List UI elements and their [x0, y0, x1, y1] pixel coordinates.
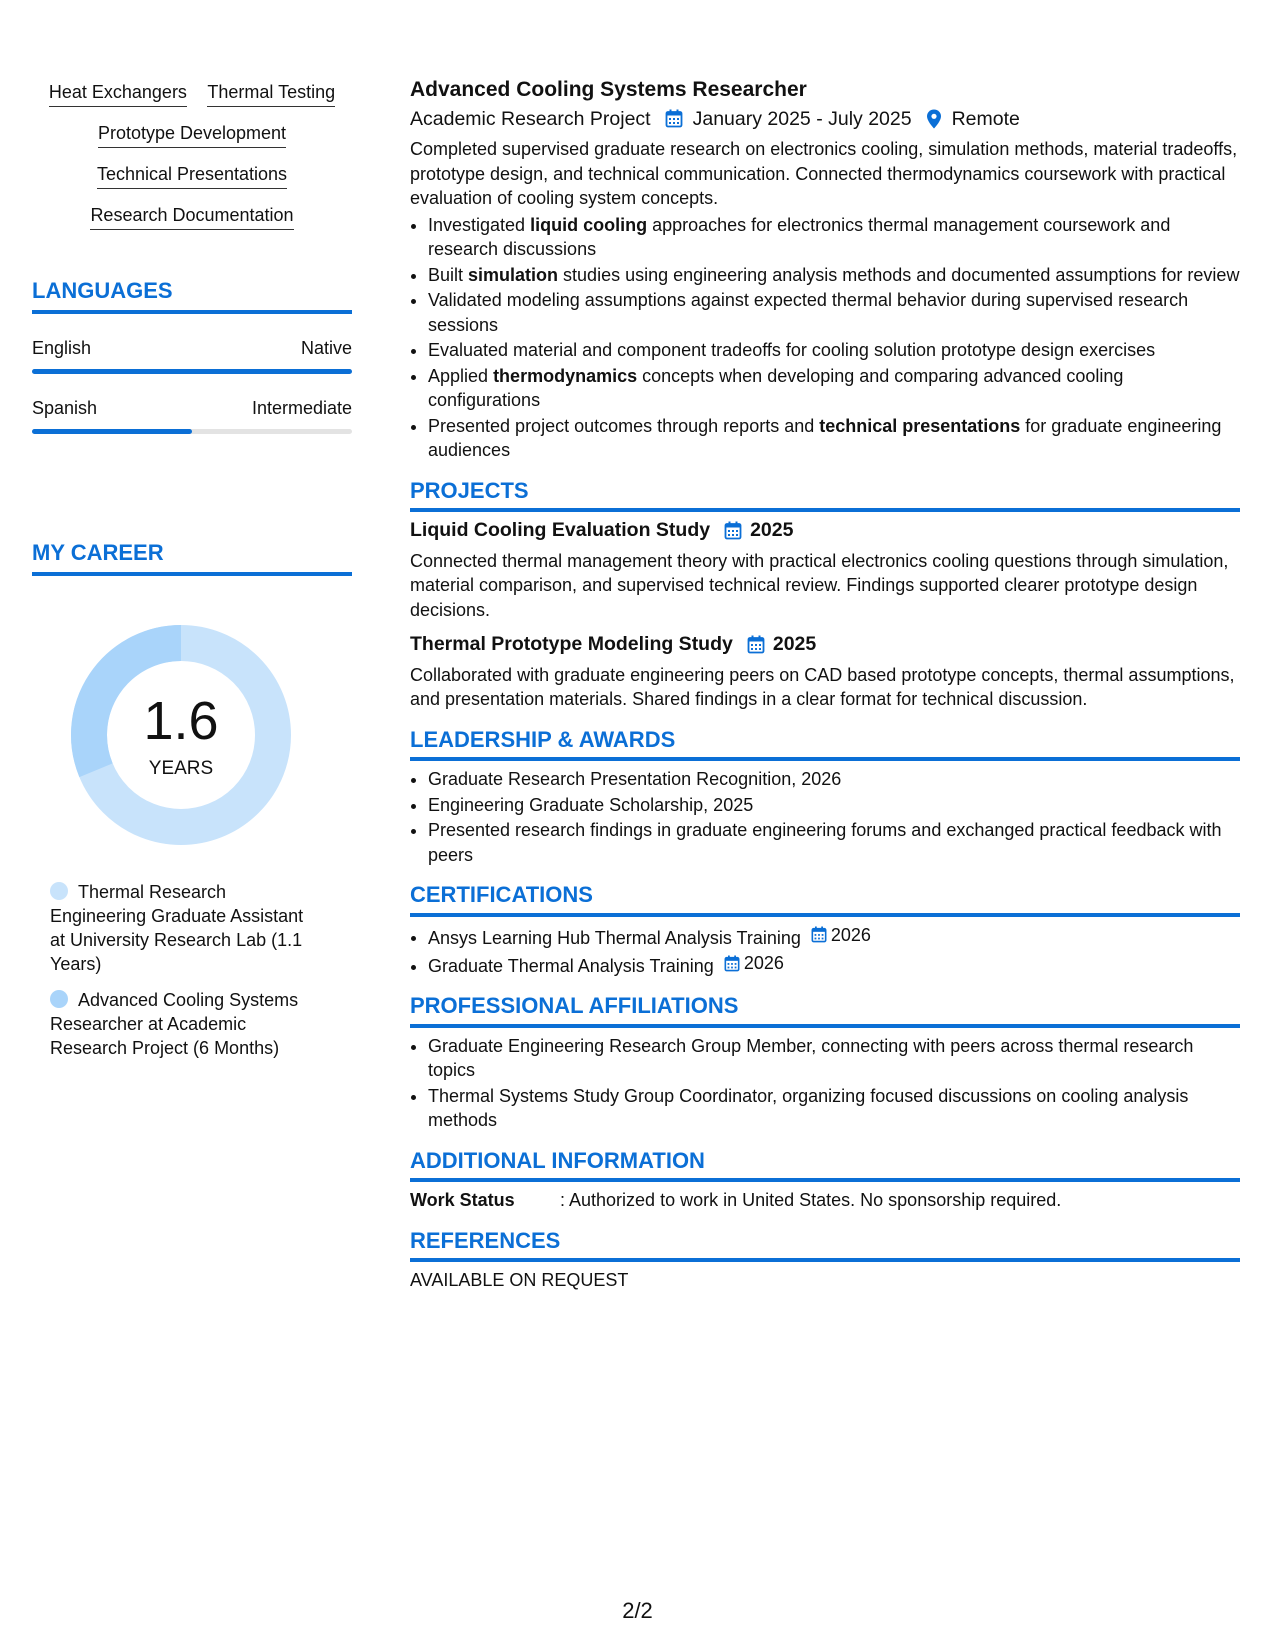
certifications-list: [410, 923, 1240, 979]
page-number: 2/2: [622, 1598, 653, 1623]
skill-tag: Heat Exchangers: [49, 82, 187, 107]
job-bullet: • Presented project outcomes through reports and technical presentations for graduate engineering audiences: [428, 414, 1240, 463]
additional-info-heading: ADDITIONAL INFORMATION: [410, 1149, 1240, 1183]
work-status-value: : Authorized to work in United States. No sponsorship required.: [560, 1190, 1062, 1210]
affiliation-item: • Graduate Engineering Research Group Member, connecting with peers across thermal research topics: [428, 1034, 1240, 1083]
affiliations-list: [410, 1034, 1240, 1133]
project-item: [410, 518, 1240, 622]
job-bullet: • Investigated liquid cooling approaches for electronics thermal management coursework and research discussions: [428, 213, 1240, 262]
language-bar-fill: [32, 369, 352, 374]
language-bar: [32, 429, 352, 434]
skill-tag: Technical Presentations: [97, 164, 287, 189]
location-pin-icon: [926, 109, 942, 129]
language-item: [32, 398, 352, 434]
legend-dot: [50, 882, 68, 900]
legend-dot: [50, 990, 68, 1008]
affiliations-heading: PROFESSIONAL AFFILIATIONS: [410, 994, 1240, 1028]
skill-row: [32, 123, 352, 148]
career-total-years: 1.6: [143, 691, 219, 751]
career-timeline: [50, 880, 320, 1072]
skill-tag: Thermal Testing: [207, 82, 335, 107]
project-desc: Connected thermal management theory with practical electronics cooling questions through simulation, material comparison, and supervised technical review. Findings supported clearer prototype design decisions.: [410, 550, 1229, 620]
language-level: Intermediate: [251, 398, 352, 418]
calendar-icon: [747, 635, 765, 654]
calendar-icon: [665, 109, 683, 128]
references-heading: REFERENCES: [410, 1229, 1240, 1263]
certification-name: Graduate Thermal Analysis Training: [428, 955, 714, 976]
language-name: English: [32, 338, 92, 358]
project-year: 2025: [750, 519, 794, 541]
career-entry: [50, 880, 320, 976]
language-item: [32, 338, 352, 374]
right-column: [410, 78, 1240, 1293]
leadership-item: • Engineering Graduate Scholarship, 2025: [428, 793, 1240, 818]
project-year: 2025: [772, 633, 817, 655]
job-dates: January 2025 - July 2025: [692, 107, 912, 130]
leadership-item: • Presented research findings in graduate engineering forums and exchanged practical feedback with peers: [428, 818, 1240, 867]
language-bar-fill: [32, 429, 192, 434]
job-org: Academic Research Project: [410, 107, 651, 130]
language-level: Native: [300, 338, 352, 358]
project-desc: Collaborated with graduate engineering peers on CAD based prototype concepts, thermal assumptions, and presentation materials. Shared findings in a clear format for technical discussion.: [410, 664, 1235, 709]
language-bar: [32, 369, 352, 374]
career-entry-text: Advanced Cooling Systems Researcher at Academic Research Project (6 Months): [50, 990, 299, 1058]
leadership-list: [410, 767, 1240, 867]
job-bullet: • Evaluated material and component tradeoffs for cooling solution prototype design exercises: [428, 338, 1240, 363]
skill-tag: Prototype Development: [98, 123, 286, 148]
job-bullet: • Validated modeling assumptions against expected thermal behavior during supervised research sessions: [428, 288, 1240, 337]
career-donut: [66, 620, 296, 850]
languages-section: [32, 278, 352, 434]
certification-name: Ansys Learning Hub Thermal Analysis Training: [428, 927, 801, 948]
career-entry-text: Thermal Research Engineering Graduate Assistant at University Research Lab (1.1 Years): [50, 882, 304, 974]
certification-item: [428, 951, 1240, 978]
job-location: Remote: [951, 107, 1020, 130]
project-name: Thermal Prototype Modeling Study: [410, 633, 733, 655]
job-summary: Completed supervised graduate research on electronics cooling, simulation methods, material tradeoffs, prototype design, and technical communication. Connected thermodynamics coursework with practical evaluation of cooling system concepts.: [410, 139, 1238, 208]
languages-heading: LANGUAGES: [32, 278, 352, 314]
job-meta: [410, 107, 1240, 132]
job-bullet: • Applied thermodynamics concepts when developing and comparing advanced cooling configurations: [428, 364, 1240, 413]
leadership-heading: LEADERSHIP & AWARDS: [410, 728, 1240, 762]
experience-entry: [410, 78, 1240, 463]
job-bullets: [410, 213, 1240, 463]
project-name: Liquid Cooling Evaluation Study: [410, 519, 711, 541]
career-years-unit: YEARS: [148, 758, 214, 779]
skill-row: [32, 205, 352, 230]
job-title: Advanced Cooling Systems Researcher: [410, 78, 807, 101]
language-name: Spanish: [32, 398, 98, 418]
additional-info-row: [410, 1188, 1240, 1213]
certification-year: 2026: [743, 952, 784, 973]
certification-year: 2026: [830, 924, 871, 945]
certifications-heading: CERTIFICATIONS: [410, 883, 1240, 917]
skill-tag: Research Documentation: [90, 205, 293, 230]
skill-row: [32, 82, 352, 107]
affiliation-item: • Thermal Systems Study Group Coordinator, organizing focused discussions on cooling analysis methods: [428, 1084, 1240, 1133]
calendar-icon: [724, 521, 742, 540]
calendar-icon: [811, 926, 827, 943]
calendar-icon: [724, 955, 740, 972]
leadership-item: • Graduate Research Presentation Recognition, 2026: [428, 767, 1240, 792]
skill-row: [32, 164, 352, 189]
career-entry: [50, 988, 320, 1060]
project-item: [410, 632, 1240, 712]
career-heading: MY CAREER: [32, 540, 352, 576]
job-bullet: • Built simulation studies using engineering analysis methods and documented assumptions for review: [428, 263, 1240, 288]
projects-heading: PROJECTS: [410, 479, 1240, 513]
references-text: AVAILABLE ON REQUEST: [410, 1270, 629, 1290]
work-status-label: Work Status: [410, 1190, 515, 1210]
skills-section: [32, 82, 352, 230]
left-column: [32, 82, 352, 434]
career-section: [32, 540, 352, 1058]
certification-item: [428, 923, 1240, 950]
